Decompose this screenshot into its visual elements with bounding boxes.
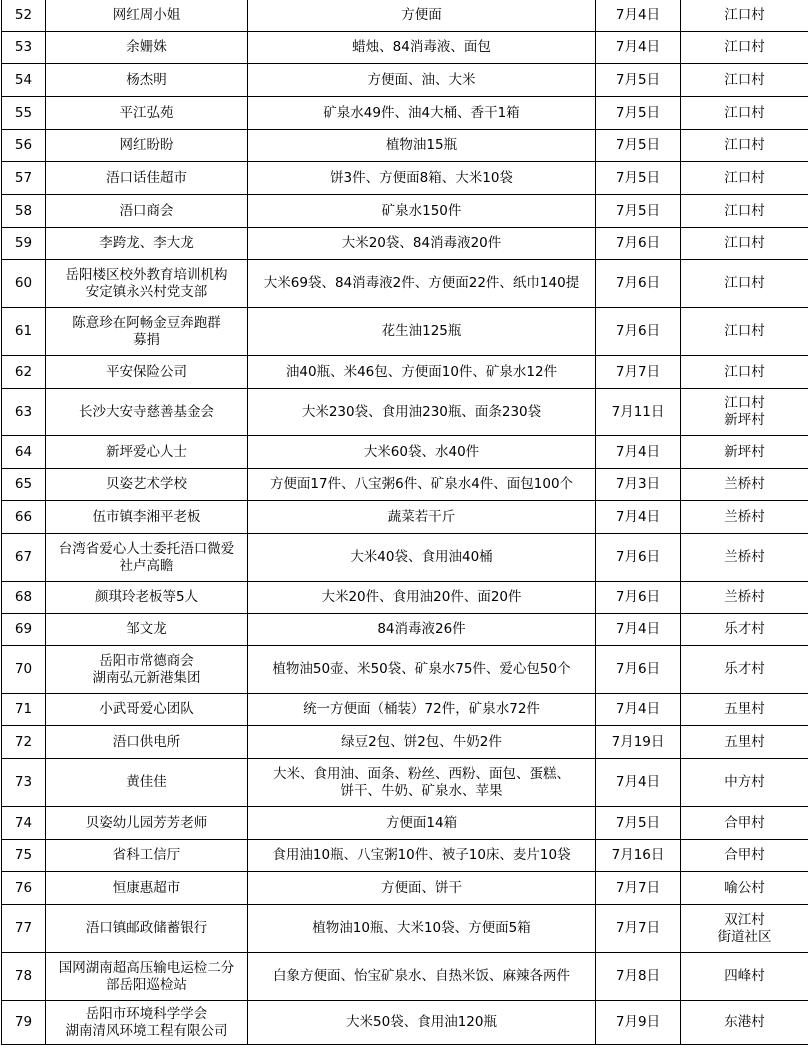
row-number: 63 [2, 389, 46, 436]
recipient-village: 江口村 [681, 64, 808, 97]
table-row [2, 130, 808, 162]
table-row [2, 64, 808, 97]
row-number: 59 [2, 228, 46, 260]
donor-name: 邹文龙 [46, 614, 248, 646]
recipient-village: 江口村 [681, 260, 808, 308]
recipient-village: 双江村 街道社区 [681, 905, 808, 953]
table-row [2, 228, 808, 260]
row-number: 78 [2, 953, 46, 1001]
row-number: 61 [2, 308, 46, 356]
table-row [2, 726, 808, 759]
donated-items: 花生油125瓶 [248, 308, 596, 356]
donated-items: 大米20件、食用油20件、面20件 [248, 582, 596, 614]
donated-items: 绿豆2包、饼2包、牛奶2件 [248, 726, 596, 759]
row-number: 58 [2, 195, 46, 228]
donation-date: 7月3日 [596, 469, 681, 501]
recipient-village: 五里村 [681, 726, 808, 759]
donor-name: 台湾省爱心人士委托浯口微爱 社卢高瞻 [46, 534, 248, 582]
donation-date: 7月4日 [596, 0, 681, 32]
table-row [2, 759, 808, 807]
recipient-village: 江口村 [681, 130, 808, 162]
recipient-village: 江口村 [681, 32, 808, 64]
donor-name: 浯口镇邮政储蓄银行 [46, 905, 248, 953]
donor-name: 黄佳佳 [46, 759, 248, 807]
donated-items: 方便面、饼干 [248, 872, 596, 905]
table-row [2, 0, 808, 32]
donor-name: 陈意珍在阿畅金豆奔跑群 募捐 [46, 308, 248, 356]
donated-items: 方便面17件、八宝粥6件、矿泉水4件、面包100个 [248, 469, 596, 501]
donation-date: 7月5日 [596, 130, 681, 162]
donation-date: 7月9日 [596, 1001, 681, 1045]
table-row [2, 389, 808, 436]
donor-name: 伍市镇李湘平老板 [46, 501, 248, 534]
donation-date: 7月6日 [596, 582, 681, 614]
donated-items: 大米20袋、84消毒液20件 [248, 228, 596, 260]
donation-date: 7月5日 [596, 97, 681, 130]
recipient-village: 合甲村 [681, 840, 808, 872]
row-number: 52 [2, 0, 46, 32]
donated-items: 蔬菜若干斤 [248, 501, 596, 534]
donor-name: 恒康惠超市 [46, 872, 248, 905]
row-number: 70 [2, 646, 46, 694]
table-row [2, 840, 808, 872]
donor-name: 省科工信厅 [46, 840, 248, 872]
row-number: 66 [2, 501, 46, 534]
donated-items: 植物油50壶、米50袋、矿泉水75件、爱心包50个 [248, 646, 596, 694]
donation-date: 7月8日 [596, 953, 681, 1001]
donor-name: 杨杰明 [46, 64, 248, 97]
donor-name: 平江弘苑 [46, 97, 248, 130]
donation-date: 7月5日 [596, 64, 681, 97]
row-number: 69 [2, 614, 46, 646]
donated-items: 植物油15瓶 [248, 130, 596, 162]
donor-name: 李跨龙、李大龙 [46, 228, 248, 260]
row-number: 67 [2, 534, 46, 582]
donation-date: 7月6日 [596, 308, 681, 356]
donated-items: 油40瓶、米46包、方便面10件、矿泉水12件 [248, 356, 596, 389]
donor-name: 网红周小姐 [46, 0, 248, 32]
table-row [2, 807, 808, 840]
row-number: 74 [2, 807, 46, 840]
donor-name: 浯口供电所 [46, 726, 248, 759]
recipient-village: 新坪村 [681, 436, 808, 469]
donor-name: 网红盼盼 [46, 130, 248, 162]
donor-name: 岳阳楼区校外教育培训机构 安定镇永兴村党支部 [46, 260, 248, 308]
row-number: 77 [2, 905, 46, 953]
recipient-village: 合甲村 [681, 807, 808, 840]
recipient-village: 东港村 [681, 1001, 808, 1045]
donation-date: 7月7日 [596, 872, 681, 905]
table-row [2, 195, 808, 228]
donation-date: 7月4日 [596, 436, 681, 469]
donor-name: 余姗姝 [46, 32, 248, 64]
recipient-village: 乐才村 [681, 614, 808, 646]
donor-name: 浯口商会 [46, 195, 248, 228]
table-row [2, 872, 808, 905]
table-row [2, 32, 808, 64]
donation-date: 7月5日 [596, 162, 681, 195]
row-number: 68 [2, 582, 46, 614]
table-row [2, 582, 808, 614]
donation-date: 7月16日 [596, 840, 681, 872]
donated-items: 方便面14箱 [248, 807, 596, 840]
donation-table [1, 0, 808, 1045]
recipient-village: 江口村 新坪村 [681, 389, 808, 436]
row-number: 60 [2, 260, 46, 308]
donation-date: 7月7日 [596, 356, 681, 389]
table-row [2, 501, 808, 534]
donation-date: 7月6日 [596, 646, 681, 694]
recipient-village: 江口村 [681, 162, 808, 195]
row-number: 57 [2, 162, 46, 195]
table-row [2, 534, 808, 582]
table-row [2, 260, 808, 308]
row-number: 65 [2, 469, 46, 501]
table-row [2, 614, 808, 646]
donation-date: 7月6日 [596, 228, 681, 260]
donation-date: 7月4日 [596, 694, 681, 726]
recipient-village: 中方村 [681, 759, 808, 807]
donor-name: 岳阳市环境科学学会 湖南清风环境工程有限公司 [46, 1001, 248, 1045]
donated-items: 矿泉水150件 [248, 195, 596, 228]
donated-items: 饼3件、方便面8箱、大米10袋 [248, 162, 596, 195]
recipient-village: 兰桥村 [681, 534, 808, 582]
row-number: 54 [2, 64, 46, 97]
donor-name: 平安保险公司 [46, 356, 248, 389]
recipient-village: 江口村 [681, 0, 808, 32]
donation-date: 7月11日 [596, 389, 681, 436]
row-number: 62 [2, 356, 46, 389]
donation-date: 7月7日 [596, 905, 681, 953]
donated-items: 大米50袋、食用油120瓶 [248, 1001, 596, 1045]
donated-items: 大米40袋、食用油40桶 [248, 534, 596, 582]
donated-items: 方便面、油、大米 [248, 64, 596, 97]
recipient-village: 江口村 [681, 308, 808, 356]
table-row [2, 905, 808, 953]
row-number: 76 [2, 872, 46, 905]
row-number: 73 [2, 759, 46, 807]
donated-items: 大米230袋、食用油230瓶、面条230袋 [248, 389, 596, 436]
recipient-village: 乐才村 [681, 646, 808, 694]
donation-date: 7月5日 [596, 807, 681, 840]
recipient-village: 江口村 [681, 228, 808, 260]
donated-items: 食用油10瓶、八宝粥10件、被子10床、麦片10袋 [248, 840, 596, 872]
donor-name: 颜琪玲老板等5人 [46, 582, 248, 614]
donor-name: 浯口话佳超市 [46, 162, 248, 195]
row-number: 64 [2, 436, 46, 469]
donated-items: 植物油10瓶、大米10袋、方便面5箱 [248, 905, 596, 953]
donor-name: 长沙大安寺慈善基金会 [46, 389, 248, 436]
donated-items: 大米69袋、84消毒液2件、方便面22件、纸巾140提 [248, 260, 596, 308]
donor-name: 小武哥爱心团队 [46, 694, 248, 726]
donated-items: 84消毒液26件 [248, 614, 596, 646]
table-row [2, 436, 808, 469]
donor-name: 国网湖南超高压输电运检二分 部岳阳巡检站 [46, 953, 248, 1001]
donation-table-body [2, 0, 808, 1045]
donated-items: 白象方便面、怡宝矿泉水、自热米饭、麻辣各两件 [248, 953, 596, 1001]
donated-items: 矿泉水49件、油4大桶、香干1箱 [248, 97, 596, 130]
row-number: 75 [2, 840, 46, 872]
recipient-village: 五里村 [681, 694, 808, 726]
donor-name: 岳阳市常德商会 湖南弘元新港集团 [46, 646, 248, 694]
donation-date: 7月6日 [596, 260, 681, 308]
donation-date: 7月6日 [596, 534, 681, 582]
donor-name: 贝姿幼儿园芳芳老师 [46, 807, 248, 840]
recipient-village: 兰桥村 [681, 501, 808, 534]
table-row [2, 97, 808, 130]
recipient-village: 兰桥村 [681, 469, 808, 501]
recipient-village: 四峰村 [681, 953, 808, 1001]
row-number: 79 [2, 1001, 46, 1045]
donated-items: 方便面 [248, 0, 596, 32]
table-row [2, 953, 808, 1001]
row-number: 72 [2, 726, 46, 759]
donation-date: 7月19日 [596, 726, 681, 759]
donated-items: 统一方便面（桶装）72件，矿泉水72件 [248, 694, 596, 726]
table-row [2, 162, 808, 195]
row-number: 71 [2, 694, 46, 726]
donation-date: 7月5日 [596, 195, 681, 228]
donation-date: 7月4日 [596, 759, 681, 807]
row-number: 55 [2, 97, 46, 130]
donated-items: 大米、食用油、面条、粉丝、西粉、面包、蛋糕、 饼干、牛奶、矿泉水、苹果 [248, 759, 596, 807]
donated-items: 蜡烛、84消毒液、面包 [248, 32, 596, 64]
recipient-village: 喻公村 [681, 872, 808, 905]
donation-date: 7月4日 [596, 614, 681, 646]
donor-name: 贝姿艺术学校 [46, 469, 248, 501]
recipient-village: 江口村 [681, 195, 808, 228]
table-row [2, 308, 808, 356]
table-row [2, 356, 808, 389]
donor-name: 新坪爱心人士 [46, 436, 248, 469]
row-number: 56 [2, 130, 46, 162]
row-number: 53 [2, 32, 46, 64]
recipient-village: 江口村 [681, 97, 808, 130]
donation-date: 7月4日 [596, 32, 681, 64]
table-row [2, 1001, 808, 1045]
recipient-village: 兰桥村 [681, 582, 808, 614]
recipient-village: 江口村 [681, 356, 808, 389]
table-row [2, 469, 808, 501]
table-row [2, 694, 808, 726]
donated-items: 大米60袋、水40件 [248, 436, 596, 469]
donation-date: 7月4日 [596, 501, 681, 534]
table-row [2, 646, 808, 694]
